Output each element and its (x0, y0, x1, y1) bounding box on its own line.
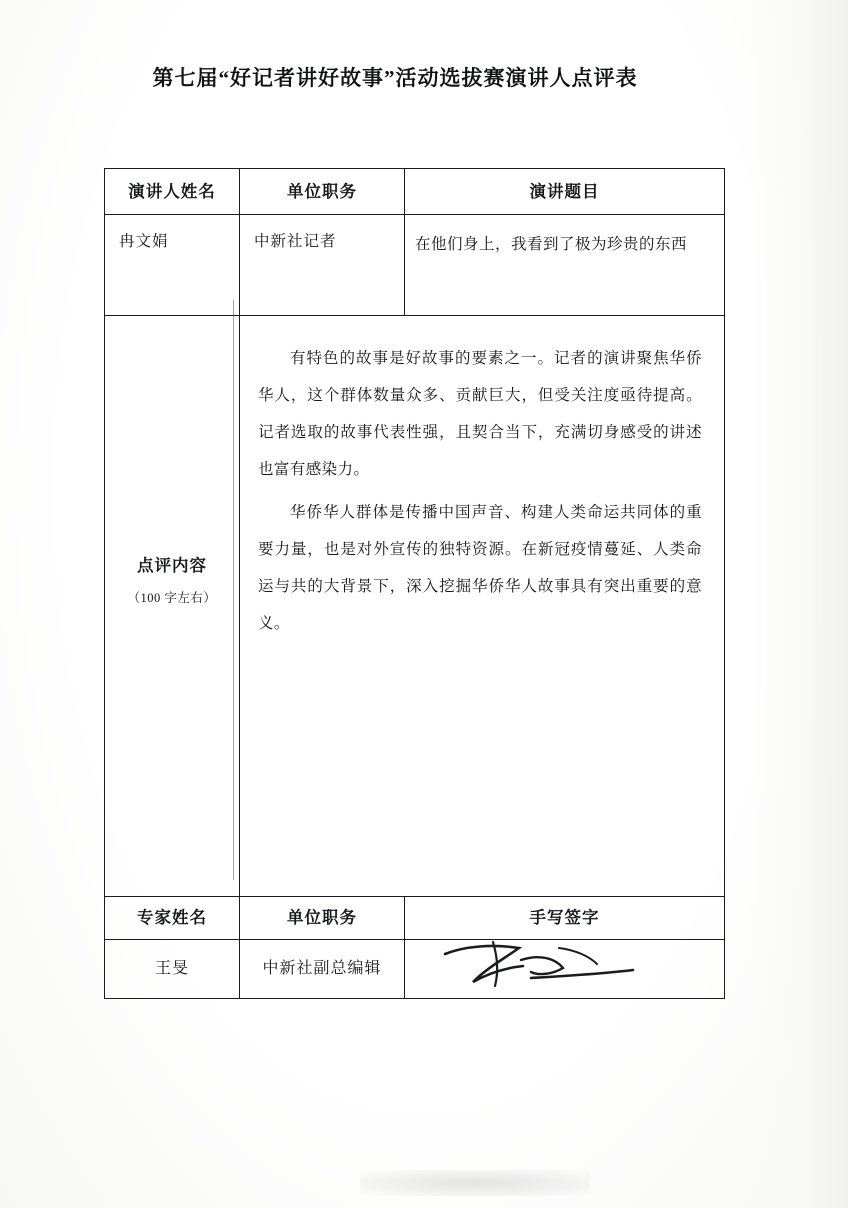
header-expert-name: 专家姓名 (105, 897, 240, 940)
cell-expert-unit-position: 中新社副总编辑 (240, 940, 405, 999)
header-unit-position: 单位职务 (240, 169, 405, 215)
page-title: 第七届“好记者讲好故事”活动选拔赛演讲人点评表 (152, 66, 638, 90)
comment-sub-label: （100 字左右） (127, 591, 217, 605)
comment-row (105, 316, 725, 897)
table-row (105, 215, 725, 316)
header-expert-unit-position: 单位职务 (240, 897, 405, 940)
comment-paragraph: 华侨华人群体是传播中国声音、构建人类命运共同体的重要力量，也是对外宣传的独特资源。在新冠疫情蔓延、人类命运与共的大背景下，深入挖掘华侨华人故事具有突出重要的意义。 (258, 504, 702, 632)
header-handwritten-signature: 手写签字 (405, 897, 725, 940)
cell-speaker-name: 冉文娟 (105, 215, 240, 316)
header-speech-title: 演讲题目 (405, 169, 725, 215)
comment-paragraph: 有特色的故事是好故事的要素之一。记者的演讲聚焦华侨华人，这个群体数量众多、贡献巨大，但受关注度亟待提高。记者选取的故事代表性强，且契合当下，充满切身感受的讲述也富有感染力。 (258, 350, 702, 478)
cell-expert-name: 王旻 (105, 940, 240, 999)
scan-smudge (360, 1170, 590, 1196)
cell-speech-title: 在他们身上，我看到了极为珍贵的东西 (405, 215, 725, 316)
handwritten-signature-icon (435, 934, 665, 1000)
header-speaker-name: 演讲人姓名 (105, 169, 240, 215)
pencil-ruling-line (233, 300, 234, 880)
cell-signature (405, 940, 725, 999)
comment-label: 点评内容 (137, 556, 207, 575)
comment-body-cell (240, 316, 725, 897)
cell-unit-position: 中新社记者 (240, 215, 405, 316)
expert-row (105, 940, 725, 999)
evaluation-form-table (104, 168, 725, 999)
comment-label-cell (105, 316, 240, 897)
table-header-row (105, 169, 725, 215)
